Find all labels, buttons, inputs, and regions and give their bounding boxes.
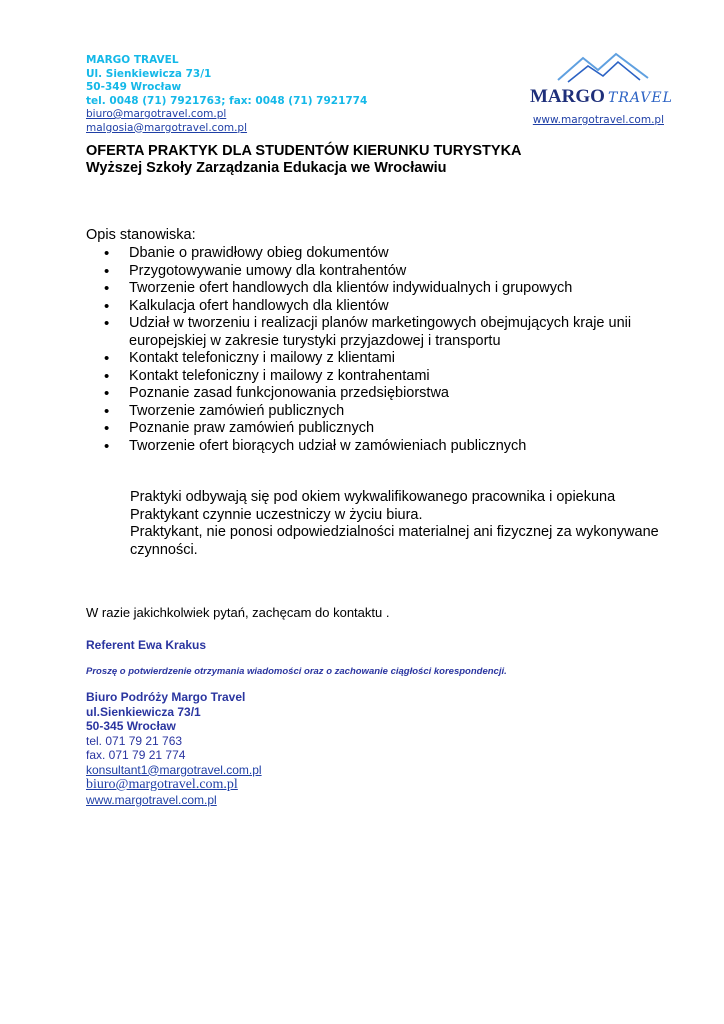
referent-name: Referent Ewa Krakus <box>86 638 207 652</box>
internship-info <box>130 489 690 559</box>
duties-list <box>104 245 674 455</box>
confirmation-note: Proszę o potwierdzenie otrzymania wiadomości oraz o zachowanie ciągłości korespondencji. <box>86 666 507 677</box>
info-paragraph-participation: Praktykant czynnie uczestniczy w życiu biura. <box>130 506 423 523</box>
letterhead-website[interactable]: www.margotravel.com.pl <box>532 114 664 126</box>
letterhead-city: 50-349 Wrocław <box>86 81 182 93</box>
offer-title: OFERTA PRAKTYK DLA STUDENTÓW KIERUNKU TURYSTYKA <box>86 143 522 159</box>
info-paragraph-liability: Praktykant, nie ponosi odpowiedzialności materialnej ani fizycznej za wykonywane czynności. <box>130 524 659 558</box>
list-item: • Udział w tworzeniu i realizacji planów marketingowych obejmujących kraje unii europejskiej w zakresie turystyki przyjazdowej i transportu <box>104 315 674 350</box>
letterhead-email-biuro[interactable]: biuro@margotravel.com.pl <box>86 108 227 120</box>
list-item: • Tworzenie zamówień publicznych <box>104 403 674 421</box>
list-item: • Kontakt telefoniczny i mailowy z kontrahentami <box>104 368 674 386</box>
info-paragraph-supervision: Praktyki odbywają się pod okiem wykwalifikowanego pracownika i opiekuna <box>130 489 616 505</box>
signature-company: Biuro Podróży Margo Travel <box>86 690 246 704</box>
list-item: • Kontakt telefoniczny i mailowy z klientami <box>104 350 674 368</box>
letterhead-phone-fax: tel. 0048 (71) 7921763; fax: 0048 (71) 7921774 <box>86 94 368 107</box>
letterhead-street: Ul. Sienkiewicza 73/1 <box>86 67 212 80</box>
list-item: • Dbanie o prawidłowy obieg dokumentów <box>104 245 674 263</box>
offer-subtitle: Wyższej Szkoły Zarządzania Edukacja we Wrocławiu <box>86 160 447 176</box>
letterhead <box>86 54 367 135</box>
signature-block <box>86 690 262 808</box>
list-item: • Przygotowywanie umowy dla kontrahentów <box>104 263 674 281</box>
signature-street: ul.Sienkiewicza 73/1 <box>86 704 201 719</box>
signature-tel: tel. 071 79 21 763 <box>86 733 183 748</box>
list-item: • Kalkulacja ofert handlowych dla klientów <box>104 298 674 316</box>
list-item: • Poznanie praw zamówień publicznych <box>104 420 674 438</box>
list-item: • Poznanie zasad funkcjonowania przedsiębiorstwa <box>104 385 674 403</box>
signature-city: 50-345 Wrocław <box>86 719 176 733</box>
logo-text-travel: TRAVEL <box>608 90 673 106</box>
signature-email-biuro[interactable]: biuro@margotravel.com.pl <box>86 777 238 792</box>
signature-email-konsultant[interactable]: konsultant1@margotravel.com.pl <box>86 762 262 777</box>
letterhead-email-malgosia[interactable]: malgosia@margotravel.com.pl <box>86 121 248 134</box>
contact-invitation: W razie jakichkolwiek pytań, zachęcam do kontaktu . <box>86 605 390 620</box>
signature-fax: fax. 071 79 21 774 <box>86 748 186 762</box>
letterhead-company: MARGO TRAVEL <box>86 54 179 66</box>
list-item: • Tworzenie ofert biorących udział w zamówieniach publicznych <box>104 438 674 456</box>
margo-travel-logo <box>528 48 688 108</box>
list-item: • Tworzenie ofert handlowych dla klientów indywidualnych i grupowych <box>104 280 674 298</box>
description-heading: Opis stanowiska: <box>86 227 196 243</box>
logo-text-margo: MARGO <box>530 86 605 107</box>
signature-website[interactable]: www.margotravel.com.pl <box>86 793 217 807</box>
